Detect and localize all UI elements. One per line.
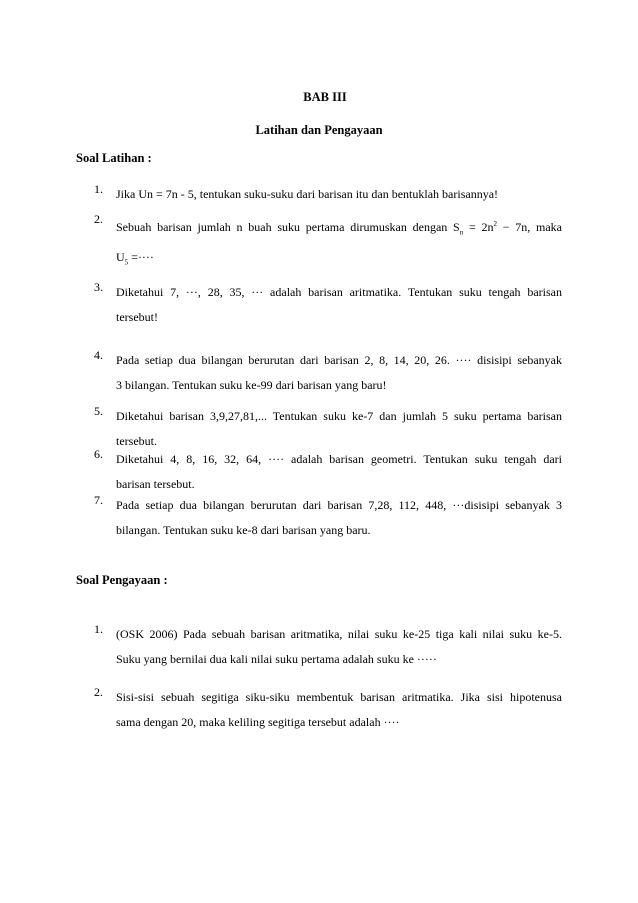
item-number: 7. bbox=[94, 493, 103, 507]
latihan-item-3 bbox=[94, 280, 562, 330]
item-text-line: Diketahui barisan 3,9,27,81,... Tentukan suku ke-7 dan jumlah 5 suku pertama barisan bbox=[116, 409, 562, 423]
item-number: 5. bbox=[94, 404, 103, 418]
page-subtitle: Latihan dan Pengayaan bbox=[255, 123, 383, 137]
section-heading-pengayaan: Soal Pengayaan : bbox=[76, 573, 168, 587]
item-number: 3. bbox=[94, 280, 103, 294]
item-text-line: tersebut. bbox=[116, 434, 157, 448]
item-number: 1. bbox=[94, 182, 103, 196]
latihan-item-2 bbox=[94, 212, 562, 276]
item-text-line: Pada setiap dua bilangan berurutan dari barisan 7,28, 112, 448, ···disisipi sebanyak 3 bbox=[116, 498, 562, 512]
section-heading-latihan: Soal Latihan : bbox=[76, 151, 152, 165]
item-text-line: tersebut! bbox=[116, 310, 158, 324]
item-number: 4. bbox=[94, 348, 103, 362]
latihan-item-6 bbox=[94, 447, 562, 497]
item-text-line: $U_5$ =···· bbox=[116, 250, 154, 267]
item-text-line: barisan tersebut. bbox=[116, 477, 195, 491]
item-text-line: Jika Un = 7n - 5, tentukan suku-suku dari barisan itu dan bentuklah barisannya! bbox=[116, 187, 499, 201]
latihan-item-4 bbox=[94, 348, 562, 398]
item-text-line: Diketahui 4, 8, 16, 32, 64, ···· adalah barisan geometri. Tentukan suku tengah dari bbox=[116, 452, 562, 466]
item-number: 6. bbox=[94, 447, 103, 461]
pengayaan-item-2 bbox=[94, 685, 562, 735]
item-text-line: Sisi-sisi sebuah segitiga siku-siku membentuk barisan aritmatika. Jika sisi hipotenusa bbox=[116, 690, 562, 704]
item-text-line: bilangan. Tentukan suku ke-8 dari barisan yang baru. bbox=[116, 523, 371, 537]
pengayaan-item-1 bbox=[94, 622, 562, 672]
item-number: 2. bbox=[94, 212, 103, 226]
item-text-line: sama dengan 20, maka keliling segitiga tersebut adalah ···· bbox=[116, 715, 400, 729]
item-text-line: Suku yang bernilai dua kali nilai suku pertama adalah suku ke ····· bbox=[116, 652, 437, 666]
item-text-line: Diketahui 7, ···, 28, 35, ··· adalah barisan aritmatika. Tentukan suku tengah barisan bbox=[116, 285, 562, 299]
item-text-line: (OSK 2006) Pada sebuah barisan aritmatika, nilai suku ke-25 tiga kali nilai suku ke-5. bbox=[116, 627, 562, 641]
latihan-item-1 bbox=[94, 182, 562, 207]
item-number: 1. bbox=[94, 622, 103, 636]
item-text-line: Sebuah barisan jumlah n buah suku pertama dirumuskan dengan $S_n = 2n^2 - 7n$, maka bbox=[116, 220, 562, 237]
item-text-line: 3 bilangan. Tentukan suku ke-99 dari barisan yang baru! bbox=[116, 378, 387, 392]
chapter-title: BAB III bbox=[303, 90, 347, 104]
item-text-line: Pada setiap dua bilangan berurutan dari barisan 2, 8, 14, 20, 26. ···· disisipi sebanyak bbox=[116, 353, 562, 367]
item-number: 2. bbox=[94, 685, 103, 699]
latihan-item-7 bbox=[94, 493, 562, 543]
